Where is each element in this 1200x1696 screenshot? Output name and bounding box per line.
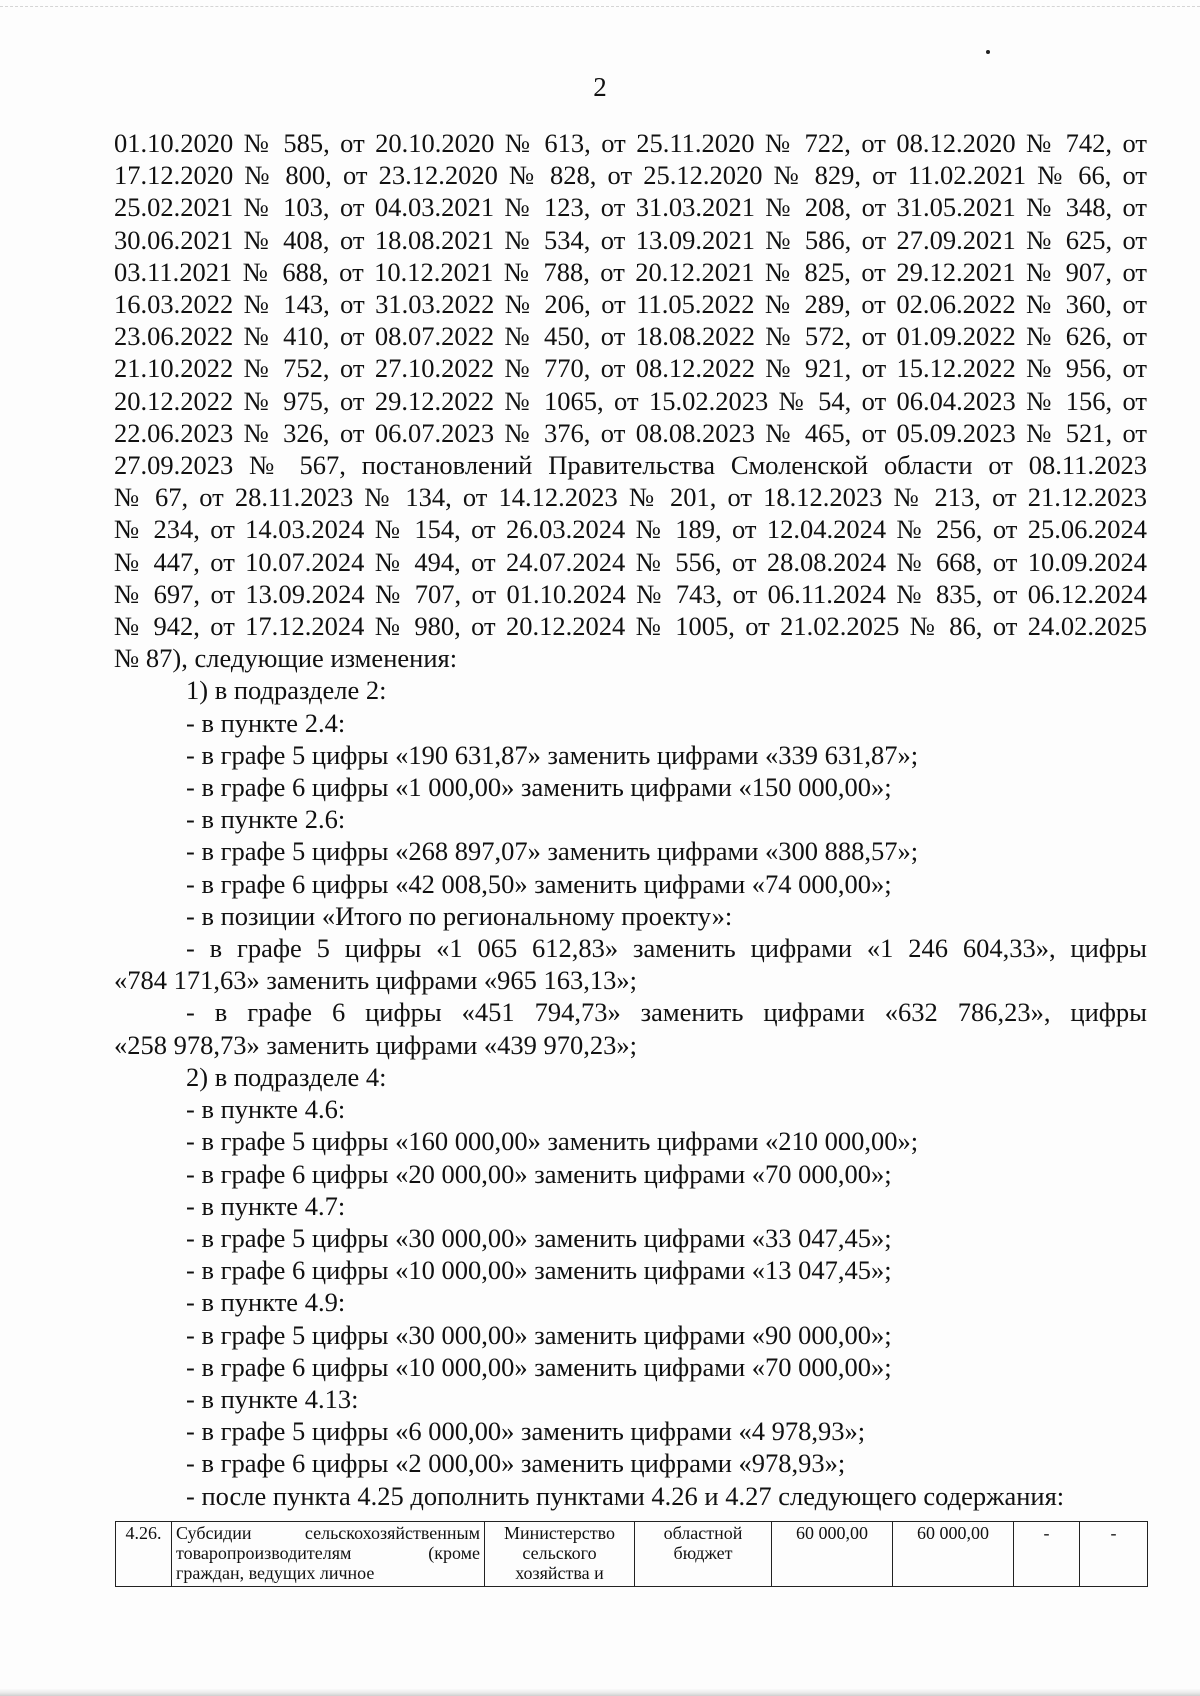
paragraph-line: № 234, от 14.03.2024 № 154, от 26.03.2024 № 189, от 12.04.2024 № 256, от 25.06.2024: [114, 514, 1147, 545]
list-item: - в графе 6 цифры «42 008,50» заменить цифрами «74 000,00»;: [186, 868, 892, 899]
opening-paragraph: [114, 127, 1147, 674]
list-item: - в графе 5 цифры «268 897,07» заменить цифрами «300 888,57»;: [186, 836, 919, 867]
table-row: [116, 1522, 1148, 1587]
list-item: - в пункте 2.6:: [186, 804, 346, 835]
paragraph-line: 21.10.2022 № 752, от 27.10.2022 № 770, от 08.12.2022 № 921, от 15.12.2022 № 956, от: [114, 353, 1147, 384]
section-2-changes: [114, 674, 1147, 932]
paragraph-line: № 67, от 28.11.2023 № 134, от 14.12.2023 № 201, от 18.12.2023 № 213, от 21.12.2023: [114, 482, 1147, 513]
list-item: - в пункте 4.9:: [186, 1287, 346, 1318]
list-item: - в графе 5 цифры «30 000,00» заменить цифрами «90 000,00»;: [186, 1319, 892, 1350]
document-body: [114, 127, 1147, 1512]
amendment-table: [115, 1521, 1148, 1587]
row-year-2: -: [1014, 1522, 1080, 1587]
scan-edge-top: [0, 0, 1200, 7]
section-4-changes: [114, 1061, 1147, 1512]
scan-edge-bottom: [0, 1688, 1200, 1696]
list-item: - в графе 6 цифры «10 000,00» заменить цифрами «70 000,00»;: [186, 1351, 892, 1382]
row-total: 60 000,00: [772, 1522, 893, 1587]
list-item: - в графе 6 цифры «1 000,00» заменить цифрами «150 000,00»;: [186, 772, 892, 803]
row-description: Субсидии сельскохозяйственным товаропроизводителям (кроме граждан, ведущих личное: [172, 1522, 485, 1587]
paragraph-line: 16.03.2022 № 143, от 31.03.2022 № 206, от 11.05.2022 № 289, от 02.06.2022 № 360, от: [114, 289, 1147, 320]
list-item: - в графе 6 цифры «2 000,00» заменить цифрами «978,93»;: [186, 1448, 846, 1479]
paragraph-line: 23.06.2022 № 410, от 08.07.2022 № 450, от 18.08.2022 № 572, от 01.09.2022 № 626, от: [114, 321, 1147, 352]
list-item-continuation: «258 978,73» заменить цифрами «439 970,23»;: [114, 1029, 638, 1060]
row-year-3: -: [1080, 1522, 1148, 1587]
list-item: - в пункте 2.4:: [186, 707, 346, 738]
row-year-1: 60 000,00: [893, 1522, 1014, 1587]
paragraph-line: № 447, от 10.07.2024 № 494, от 24.07.2024 № 556, от 28.08.2024 № 668, от 10.09.2024: [114, 546, 1147, 577]
list-item: - в графе 5 цифры «160 000,00» заменить цифрами «210 000,00»;: [186, 1126, 919, 1157]
scan-speck: [986, 50, 990, 54]
paragraph-line: № 697, от 13.09.2024 № 707, от 01.10.2024 № 743, от 06.11.2024 № 835, от 06.12.2024: [114, 578, 1147, 609]
list-item: - в графе 6 цифры «10 000,00» заменить цифрами «13 047,45»;: [186, 1255, 892, 1286]
paragraph-line: 22.06.2023 № 326, от 06.07.2023 № 376, от 08.08.2023 № 465, от 05.09.2023 № 521, от: [114, 417, 1147, 448]
list-item: - в графе 6 цифры «20 000,00» заменить цифрами «70 000,00»;: [186, 1158, 892, 1189]
row-funding-source: областной бюджет: [635, 1522, 772, 1587]
list-item: - в графе 5 цифры «30 000,00» заменить цифрами «33 047,45»;: [186, 1222, 892, 1253]
list-item: - после пункта 4.25 дополнить пунктами 4.26 и 4.27 следующего содержания:: [186, 1480, 1065, 1511]
list-item-continuation: «784 171,63» заменить цифрами «965 163,13»;: [114, 965, 638, 996]
list-item: - в пункте 4.6:: [186, 1094, 346, 1125]
list-item: - в позиции «Итого по региональному проекту»:: [186, 900, 733, 931]
list-item: 2) в подразделе 4:: [186, 1061, 387, 1092]
list-item: 1) в подразделе 2:: [186, 675, 387, 706]
list-item: - в пункте 4.7:: [186, 1190, 346, 1221]
paragraph-line: 01.10.2020 № 585, от 20.10.2020 № 613, от 25.11.2020 № 722, от 08.12.2020 № 742, от: [114, 128, 1147, 158]
paragraph-line: № 87), следующие изменения:: [114, 643, 458, 674]
list-item: - в пункте 4.13:: [186, 1383, 359, 1414]
paragraph-line: 30.06.2021 № 408, от 18.08.2021 № 534, от 13.09.2021 № 586, от 27.09.2021 № 625, от: [114, 224, 1147, 255]
paragraph-line: 03.11.2021 № 688, от 10.12.2021 № 788, от 20.12.2021 № 825, от 29.12.2021 № 907, от: [114, 256, 1147, 287]
row-executor: Министерство сельского хозяйства и: [485, 1522, 635, 1587]
list-item: - в графе 5 цифры «1 065 612,83» заменить цифрами «1 246 604,33», цифры: [186, 933, 1147, 964]
paragraph-line: 25.02.2021 № 103, от 04.03.2021 № 123, от 31.03.2021 № 208, от 31.05.2021 № 348, от: [114, 192, 1147, 223]
list-item: - в графе 5 цифры «6 000,00» заменить цифрами «4 978,93»;: [186, 1416, 866, 1447]
list-item: - в графе 5 цифры «190 631,87» заменить цифрами «339 631,87»;: [186, 739, 919, 770]
row-number: 4.26.: [116, 1522, 172, 1587]
paragraph-line: 17.12.2020 № 800, от 23.12.2020 № 828, от 25.12.2020 № 829, от 11.02.2021 № 66, от: [114, 160, 1147, 191]
page-number: 2: [593, 72, 607, 102]
paragraph-line: 20.12.2022 № 975, от 29.12.2022 № 1065, от 15.02.2023 № 54, от 06.04.2023 № 156, от: [114, 385, 1147, 416]
paragraph-line: 27.09.2023 № 567, постановлений Правительства Смоленской области от 08.11.2023: [114, 450, 1147, 481]
list-item: - в графе 6 цифры «451 794,73» заменить цифрами «632 786,23», цифры: [186, 997, 1147, 1028]
total-position-changes: [114, 932, 1147, 1061]
paragraph-line: № 942, от 17.12.2024 № 980, от 20.12.2024 № 1005, от 21.02.2025 № 86, от 24.02.2025: [114, 611, 1147, 642]
